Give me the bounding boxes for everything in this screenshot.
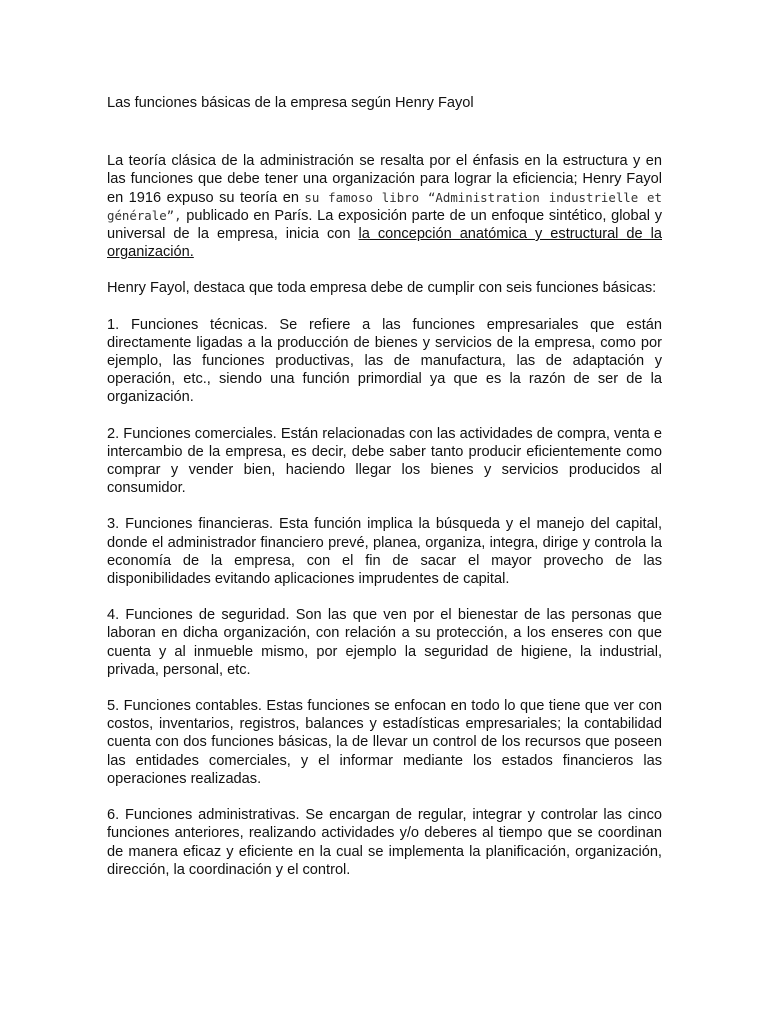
document-page <box>107 94 662 897</box>
book-reference: su famoso libro “Administration industrielle et générale”, <box>107 189 662 223</box>
intro-paragraph <box>107 152 662 261</box>
document-title: Las funciones básicas de la empresa según Henry Fayol <box>107 95 474 111</box>
lead-paragraph: Henry Fayol, destaca que toda empresa debe de cumplir con seis funciones básicas: <box>107 280 657 297</box>
function-administrative: 6. Funciones administrativas. Se encargan de regular, integrar y controlar las cinco funciones anteriores, realizando actividades y/o deberes al tiempo que se coordinan de manera eficaz y eficiente en la cual se implementa la planificación, organización, dirección, la coordinación y el control. <box>107 807 662 878</box>
underlined-phrase: la concepción anatómica y estructural de la organización. <box>107 226 662 261</box>
intro-text-part1: La teoría clásica de la administración se resalta por el énfasis en la estructura y en las funciones que debe tener una organización para lograr la eficiencia; Henry Fayol en 1916 expuso su teoría en <box>107 153 662 206</box>
function-security: 4. Funciones de seguridad. Son las que ven por el bienestar de las personas que laboran en dicha organización, con relación a su protección, a los enseres con que cuenta y al inmueble mismo, por ejemplo la seguridad de higiene, la industrial, privada, personal, etc. <box>107 607 662 678</box>
function-commercial: 2. Funciones comerciales. Están relacionadas con las actividades de compra, venta e intercambio de la empresa, es decir, debe saber tanto producir eficientemente como comprar y vender bien, haciendo llegar los bienes y servicios producidos al consumidor. <box>107 425 662 497</box>
function-accounting: 5. Funciones contables. Estas funciones se enfocan en todo lo que tiene que ver con costos, inventarios, registros, balances y estadísticas empresariales; la contabilidad cuenta con dos funciones básicas, la de llevar un control de los recursos que poseen las entidades comerciales, y el informar mediante los estados financieros las operaciones realizadas. <box>107 698 662 787</box>
function-technical: 1. Funciones técnicas. Se refiere a las funciones empresariales que están directamente ligadas a la producción de bienes y servicios de la empresa, como por ejemplo, las funciones productivas, las de manufactura, las de adaptación y operación, etc., siendo una función primordial ya que es la razón de ser de la organización. <box>107 316 662 406</box>
intro-text-part2: publicado en París. La exposición parte de un enfoque sintético, global y universal de la empresa, inicia con <box>107 207 662 243</box>
function-financial: 3. Funciones financieras. Esta función implica la búsqueda y el manejo del capital, donde el administrador financiero prevé, planea, organiza, integra, dirige y controla la economía de la empresa, con el fin de sacar el mayor provecho de las disponibilidades evitando aplicaciones imprudentes de capital. <box>107 516 662 588</box>
